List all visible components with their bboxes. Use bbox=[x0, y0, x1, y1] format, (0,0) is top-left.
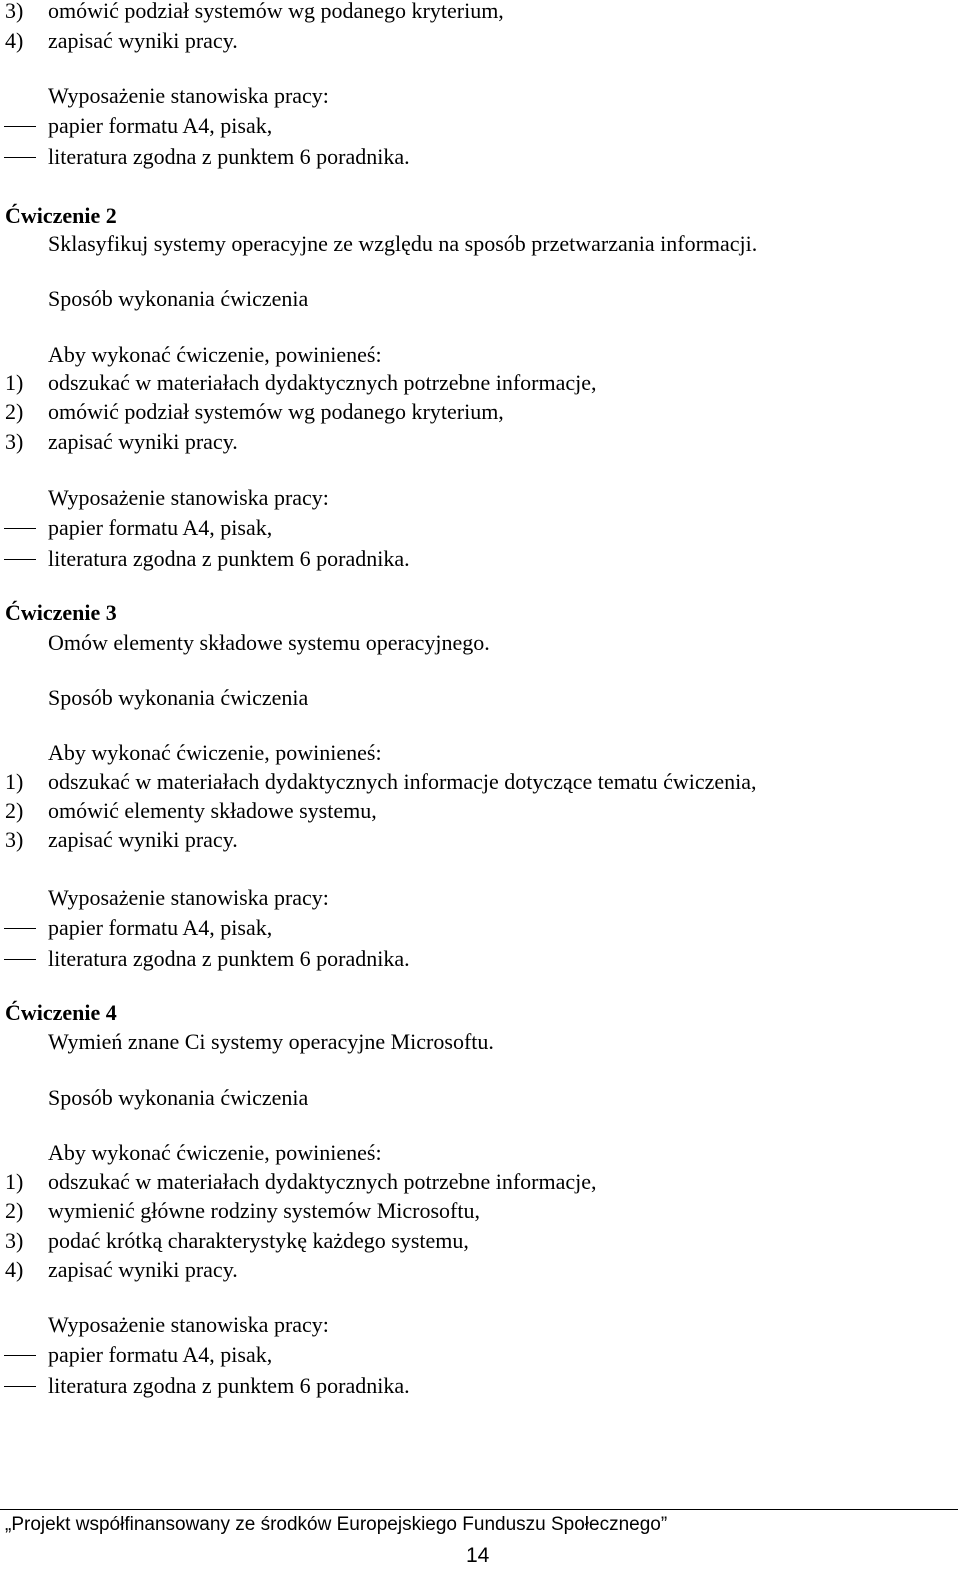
equipment-item: papier formatu A4, pisak, bbox=[48, 1342, 273, 1367]
footer-divider bbox=[0, 1509, 958, 1510]
list-number: 4) bbox=[5, 1257, 24, 1282]
list-item: zapisać wyniki pracy. bbox=[48, 827, 238, 852]
dash-bullet-icon bbox=[4, 528, 36, 529]
method-intro: Aby wykonać ćwiczenie, powinieneś: bbox=[48, 1140, 382, 1165]
list-item: omówić podział systemów wg podanego kryterium, bbox=[48, 399, 504, 424]
list-number: 1) bbox=[5, 1169, 24, 1194]
list-item: zapisać wyniki pracy. bbox=[48, 28, 238, 53]
list-item: odszukać w materiałach dydaktycznych potrzebne informacje, bbox=[48, 370, 597, 395]
method-heading: Sposób wykonania ćwiczenia bbox=[48, 685, 309, 710]
dash-bullet-icon bbox=[4, 959, 36, 960]
list-number: 4) bbox=[5, 28, 24, 53]
method-intro: Aby wykonać ćwiczenie, powinieneś: bbox=[48, 740, 382, 765]
list-number: 3) bbox=[5, 0, 24, 23]
list-item: omówić podział systemów wg podanego kryterium, bbox=[48, 0, 504, 23]
list-number: 3) bbox=[5, 1228, 24, 1253]
equipment-title: Wyposażenie stanowiska pracy: bbox=[48, 885, 329, 910]
equipment-title: Wyposażenie stanowiska pracy: bbox=[48, 485, 329, 510]
list-number: 1) bbox=[5, 769, 24, 794]
dash-bullet-icon bbox=[4, 157, 36, 158]
equipment-item: literatura zgodna z punktem 6 poradnika. bbox=[48, 546, 410, 571]
equipment-item: papier formatu A4, pisak, bbox=[48, 915, 273, 940]
equipment-title: Wyposażenie stanowiska pracy: bbox=[48, 83, 329, 108]
dash-bullet-icon bbox=[4, 1355, 36, 1356]
list-number: 2) bbox=[5, 1198, 24, 1223]
list-item: zapisać wyniki pracy. bbox=[48, 1257, 238, 1282]
dash-bullet-icon bbox=[4, 1386, 36, 1387]
list-number: 2) bbox=[5, 399, 24, 424]
list-item: zapisać wyniki pracy. bbox=[48, 429, 238, 454]
list-item: odszukać w materiałach dydaktycznych informacje dotyczące tematu ćwiczenia, bbox=[48, 769, 757, 794]
list-item: omówić elementy składowe systemu, bbox=[48, 798, 377, 823]
list-item: podać krótką charakterystykę każdego systemu, bbox=[48, 1228, 469, 1253]
equipment-item: literatura zgodna z punktem 6 poradnika. bbox=[48, 1373, 410, 1398]
exercise-title: Ćwiczenie 3 bbox=[5, 600, 117, 625]
equipment-title: Wyposażenie stanowiska pracy: bbox=[48, 1312, 329, 1337]
list-number: 2) bbox=[5, 798, 24, 823]
list-item: wymienić główne rodziny systemów Microsoftu, bbox=[48, 1198, 480, 1223]
list-number: 1) bbox=[5, 370, 24, 395]
list-number: 3) bbox=[5, 827, 24, 852]
exercise-title: Ćwiczenie 4 bbox=[5, 1000, 117, 1025]
equipment-item: papier formatu A4, pisak, bbox=[48, 113, 273, 138]
list-item: odszukać w materiałach dydaktycznych potrzebne informacje, bbox=[48, 1169, 597, 1194]
equipment-item: papier formatu A4, pisak, bbox=[48, 515, 273, 540]
exercise-title: Ćwiczenie 2 bbox=[5, 203, 117, 228]
method-heading: Sposób wykonania ćwiczenia bbox=[48, 1085, 309, 1110]
dash-bullet-icon bbox=[4, 559, 36, 560]
equipment-item: literatura zgodna z punktem 6 poradnika. bbox=[48, 144, 410, 169]
method-heading: Sposób wykonania ćwiczenia bbox=[48, 286, 309, 311]
list-number: 3) bbox=[5, 429, 24, 454]
exercise-task: Omów elementy składowe systemu operacyjnego. bbox=[48, 630, 490, 655]
dash-bullet-icon bbox=[4, 126, 36, 127]
page-number: 14 bbox=[466, 1544, 490, 1567]
method-intro: Aby wykonać ćwiczenie, powinieneś: bbox=[48, 342, 382, 367]
footer-project-note: „Projekt współfinansowany ze środków Europejskiego Funduszu Społecznego” bbox=[5, 1514, 668, 1535]
dash-bullet-icon bbox=[4, 928, 36, 929]
exercise-task: Sklasyfikuj systemy operacyjne ze względu na sposób przetwarzania informacji. bbox=[48, 231, 758, 256]
equipment-item: literatura zgodna z punktem 6 poradnika. bbox=[48, 946, 410, 971]
exercise-task: Wymień znane Ci systemy operacyjne Microsoftu. bbox=[48, 1029, 494, 1054]
